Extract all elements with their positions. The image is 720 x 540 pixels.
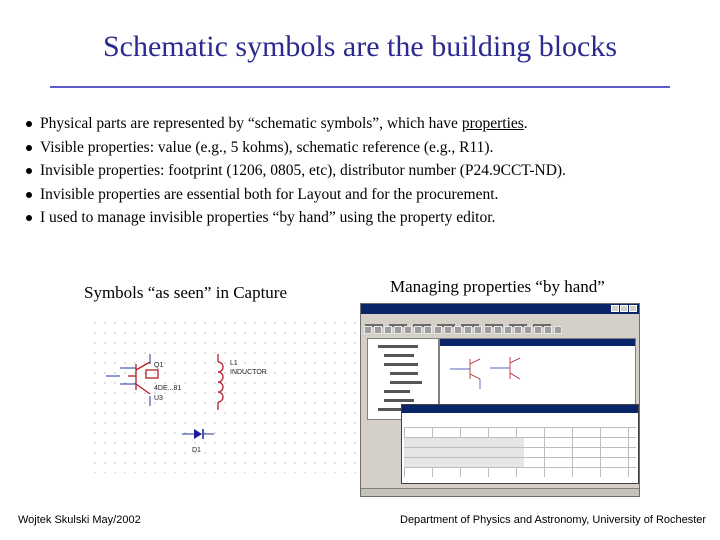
capture-screenshot bbox=[360, 303, 640, 497]
bullet-item: Invisible properties: footprint (1206, 0805, etc), distributor number (P24.9CCT-ND). bbox=[26, 159, 706, 183]
properties-link[interactable]: properties bbox=[461, 115, 524, 132]
table-row[interactable] bbox=[404, 448, 524, 457]
minimize-icon[interactable] bbox=[611, 305, 619, 312]
bullet-item: Visible properties: value (e.g., 5 kohms), schematic reference (e.g., R11). bbox=[26, 136, 706, 160]
property-editor-title-bar bbox=[402, 405, 638, 413]
property-editor-window[interactable] bbox=[401, 404, 639, 484]
schematic-symbols-drawing bbox=[90, 318, 360, 473]
caption-symbols: Symbols “as seen” in Capture bbox=[84, 283, 288, 302]
schematic-symbols-view bbox=[90, 318, 360, 473]
caption-managing: Managing properties “by hand” bbox=[390, 277, 605, 296]
transistor-pins bbox=[106, 354, 150, 406]
table-row[interactable] bbox=[404, 438, 524, 447]
maximize-icon[interactable] bbox=[620, 305, 628, 312]
u3-label: U3 bbox=[154, 395, 163, 402]
menu-bar[interactable] bbox=[361, 314, 639, 322]
toolbar[interactable] bbox=[363, 323, 637, 335]
title-divider bbox=[50, 86, 670, 88]
q1-label: Q1 bbox=[154, 362, 164, 369]
close-icon[interactable] bbox=[629, 305, 637, 312]
table-row[interactable] bbox=[404, 458, 524, 467]
slide-title: Schematic symbols are the building blocks bbox=[102, 30, 618, 63]
d1-label: D1 bbox=[192, 447, 201, 454]
footer-affiliation: Department of Physics and Astronomy, University of Rochester bbox=[400, 514, 707, 526]
window-title-bar bbox=[361, 304, 639, 314]
bullet-list bbox=[26, 112, 706, 230]
bullet-text: Physical parts are represented by “schematic symbols”, which have bbox=[40, 115, 462, 132]
bullet-text-end: . bbox=[523, 115, 528, 132]
bullet-item: Invisible properties are essential both for Layout and for the procurement. bbox=[26, 183, 706, 207]
diode-symbol bbox=[182, 429, 214, 439]
l1-value-label: INDUCTOR bbox=[230, 369, 267, 376]
q1-part-label: 4DE...81 bbox=[154, 385, 182, 392]
bullet-item bbox=[26, 112, 706, 136]
inductor-symbol bbox=[218, 354, 223, 410]
status-bar bbox=[361, 488, 639, 496]
footer-author: Wojtek Skulski May/2002 bbox=[18, 514, 141, 526]
l1-label: L1 bbox=[230, 360, 238, 367]
bullet-item: I used to manage invisible properties “by hand” using the property editor. bbox=[26, 206, 706, 230]
